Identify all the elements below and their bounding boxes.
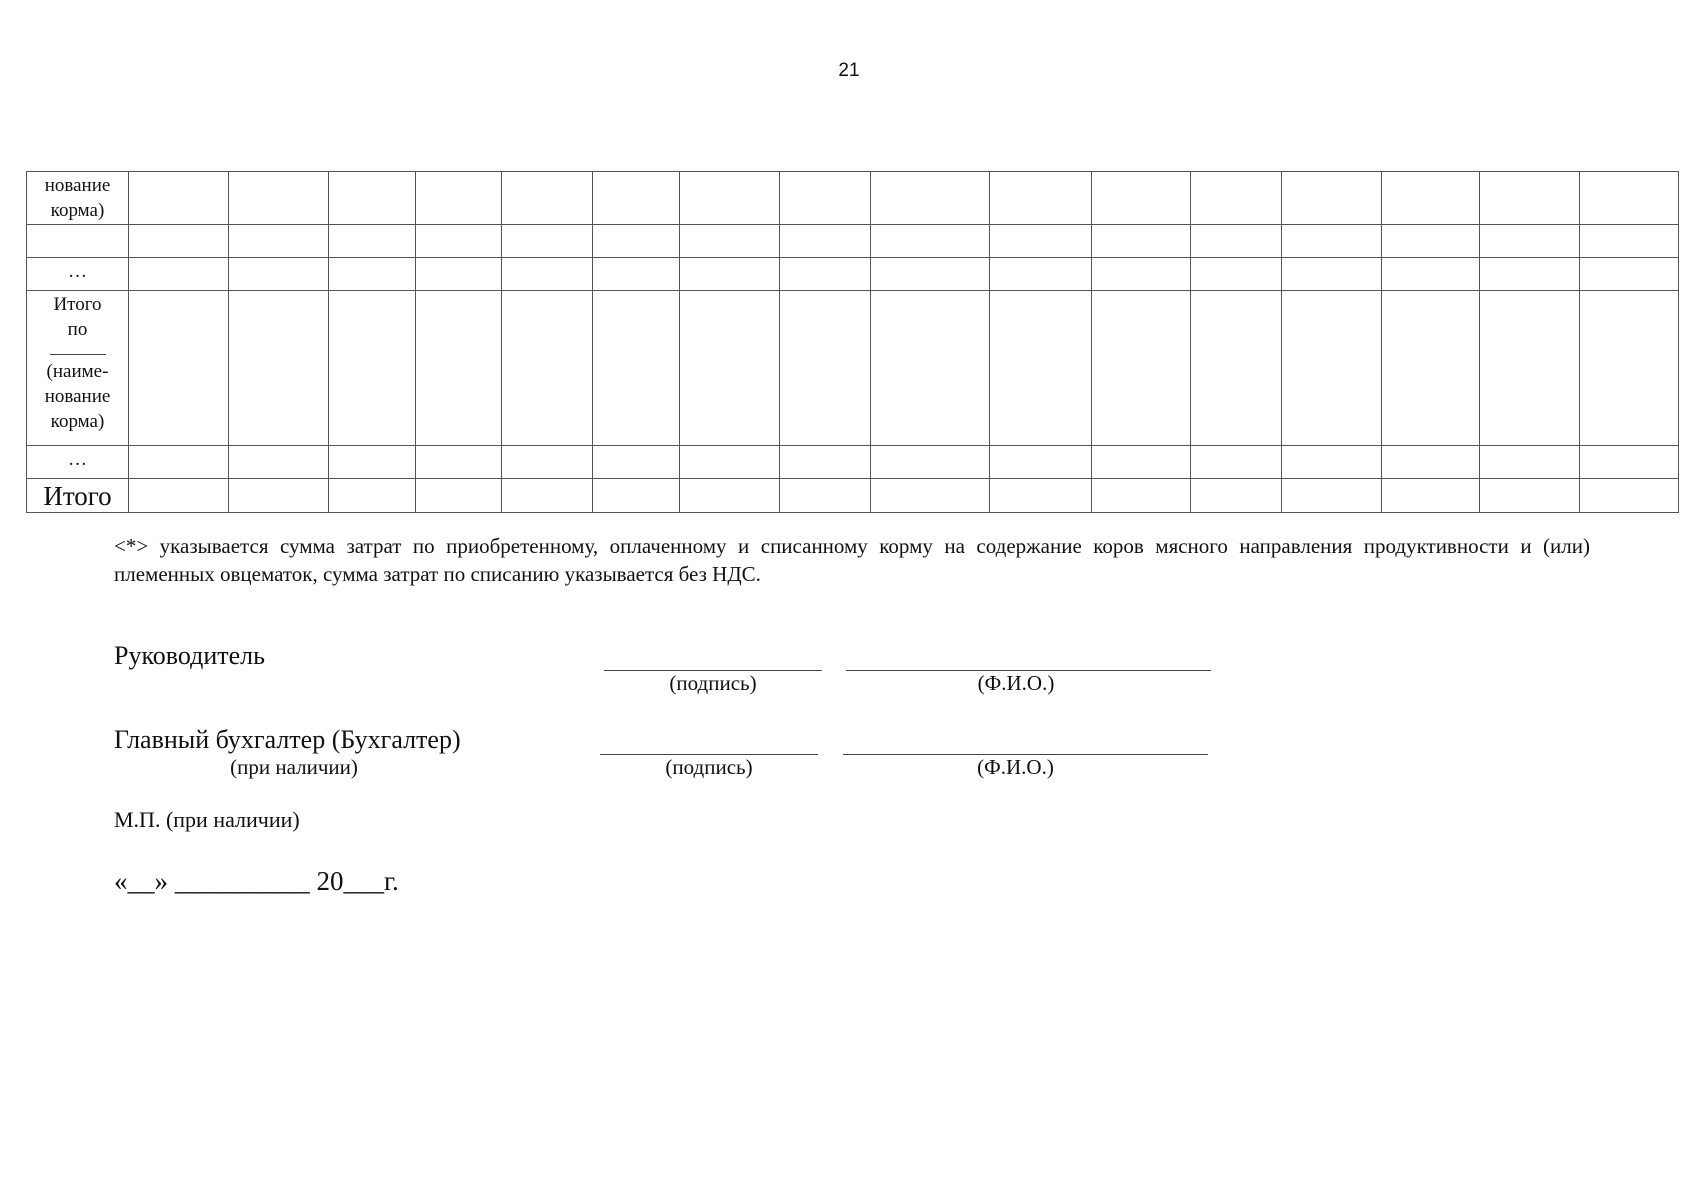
table-cell[interactable] xyxy=(1191,291,1282,446)
table-row xyxy=(27,258,1679,291)
row-label-line: корма) xyxy=(50,200,105,221)
table-cell[interactable] xyxy=(229,291,329,446)
table-cell[interactable] xyxy=(593,258,680,291)
table-cell[interactable] xyxy=(229,172,329,225)
table-cell[interactable] xyxy=(780,172,871,225)
table-cell[interactable] xyxy=(1191,479,1282,513)
table-cell[interactable] xyxy=(1282,291,1382,446)
table-cell[interactable] xyxy=(871,172,990,225)
table-cell[interactable] xyxy=(593,172,680,225)
table-cell[interactable] xyxy=(329,258,416,291)
row-label-cell xyxy=(27,479,129,513)
table-cell[interactable] xyxy=(1382,258,1480,291)
row-label-cell xyxy=(27,446,129,479)
table-cell[interactable] xyxy=(1480,479,1580,513)
footnote: <*> указывается сумма затрат по приобретенному, оплаченному и списанному корму на содержание коров мясного направления продуктивности и (или) племенных овцематок, сумма затрат по списанию указывается без НДС. xyxy=(114,534,1590,586)
table-cell[interactable] xyxy=(1092,225,1191,258)
row-label-line: по xyxy=(67,319,88,340)
table-cell[interactable] xyxy=(129,225,229,258)
table-cell[interactable] xyxy=(1282,479,1382,513)
table-cell[interactable] xyxy=(593,479,680,513)
table-cell[interactable] xyxy=(1092,446,1191,479)
table-cell[interactable] xyxy=(329,172,416,225)
table-cell[interactable] xyxy=(680,479,780,513)
table-cell[interactable] xyxy=(780,446,871,479)
table-cell[interactable] xyxy=(1191,258,1282,291)
table-row xyxy=(27,479,1679,513)
table-cell[interactable] xyxy=(502,225,593,258)
table-cell[interactable] xyxy=(990,172,1092,225)
table-cell[interactable] xyxy=(593,225,680,258)
table-row xyxy=(27,172,1679,225)
table-cell[interactable] xyxy=(1480,291,1580,446)
table-cell[interactable] xyxy=(1282,172,1382,225)
row-label-cell xyxy=(27,225,129,258)
table-cell[interactable] xyxy=(329,479,416,513)
table-cell[interactable] xyxy=(680,446,780,479)
table-cell[interactable] xyxy=(502,172,593,225)
table-cell[interactable] xyxy=(416,258,502,291)
table-row xyxy=(27,291,1679,446)
table-cell[interactable] xyxy=(229,446,329,479)
table-cell[interactable] xyxy=(680,225,780,258)
head-signature-caption: (подпись) xyxy=(669,671,757,695)
table-cell[interactable] xyxy=(1092,172,1191,225)
table-cell[interactable] xyxy=(871,291,990,446)
table-cell[interactable] xyxy=(1282,258,1382,291)
table-cell[interactable] xyxy=(1092,479,1191,513)
table-row xyxy=(27,225,1679,258)
table-cell[interactable] xyxy=(416,446,502,479)
table-cell[interactable] xyxy=(1282,446,1382,479)
table-cell[interactable] xyxy=(229,479,329,513)
table-cell[interactable] xyxy=(1382,172,1480,225)
table-cell[interactable] xyxy=(1382,446,1480,479)
date-line: «__» __________ 20___г. xyxy=(114,866,399,896)
table-cell[interactable] xyxy=(990,258,1092,291)
table-cell[interactable] xyxy=(416,291,502,446)
accountant-subtitle: (при наличии) xyxy=(230,755,358,779)
row-label-line: нование xyxy=(44,386,111,407)
table-cell[interactable] xyxy=(329,291,416,446)
table-cell[interactable] xyxy=(329,225,416,258)
table-cell[interactable] xyxy=(1480,446,1580,479)
table-cell[interactable] xyxy=(680,258,780,291)
table-cell[interactable] xyxy=(1580,446,1679,479)
table-cell[interactable] xyxy=(416,225,502,258)
table-cell[interactable] xyxy=(1092,258,1191,291)
accountant-signature-caption: (подпись) xyxy=(665,755,753,779)
table-cell[interactable] xyxy=(1480,172,1580,225)
row-label-cell xyxy=(27,291,129,446)
row-label-line: … xyxy=(68,449,87,470)
table-cell[interactable] xyxy=(1382,225,1480,258)
table-cell[interactable] xyxy=(1480,225,1580,258)
table-cell[interactable] xyxy=(129,258,229,291)
table-cell[interactable] xyxy=(1191,446,1282,479)
row-label-line: нование xyxy=(44,175,111,196)
table-cell[interactable] xyxy=(1382,291,1480,446)
table-cell[interactable] xyxy=(129,446,229,479)
table-row xyxy=(27,446,1679,479)
head-name-caption: (Ф.И.О.) xyxy=(977,671,1055,695)
page-number: 21 xyxy=(838,60,860,81)
blank-fill-line xyxy=(50,354,106,355)
accountant-title: Главный бухгалтер (Бухгалтер) xyxy=(114,725,461,754)
table-cell[interactable] xyxy=(680,291,780,446)
table-cell[interactable] xyxy=(502,479,593,513)
table-cell[interactable] xyxy=(871,258,990,291)
head-title: Руководитель xyxy=(114,641,265,670)
table-cell[interactable] xyxy=(593,446,680,479)
table-cell[interactable] xyxy=(990,446,1092,479)
table-cell[interactable] xyxy=(990,291,1092,446)
table-cell[interactable] xyxy=(416,172,502,225)
table-cell[interactable] xyxy=(1191,225,1282,258)
table-cell[interactable] xyxy=(502,291,593,446)
table-cell[interactable] xyxy=(129,479,229,513)
table-cell[interactable] xyxy=(871,479,990,513)
table-cell[interactable] xyxy=(502,446,593,479)
table-cell[interactable] xyxy=(680,172,780,225)
table-cell[interactable] xyxy=(990,479,1092,513)
table-cell[interactable] xyxy=(129,172,229,225)
table-cell[interactable] xyxy=(129,291,229,446)
table-cell[interactable] xyxy=(780,479,871,513)
table-cell[interactable] xyxy=(329,446,416,479)
table-cell[interactable] xyxy=(871,446,990,479)
table-cell[interactable] xyxy=(1092,291,1191,446)
accountant-name-caption: (Ф.И.О.) xyxy=(977,755,1054,779)
stamp-label: М.П. (при наличии) xyxy=(114,807,300,832)
row-label-cell xyxy=(27,258,129,291)
table-cell[interactable] xyxy=(1382,479,1480,513)
table-cell[interactable] xyxy=(990,225,1092,258)
table-cell[interactable] xyxy=(416,479,502,513)
table-cell[interactable] xyxy=(1580,258,1679,291)
table-cell[interactable] xyxy=(1191,172,1282,225)
table-cell[interactable] xyxy=(229,225,329,258)
table-cell[interactable] xyxy=(780,225,871,258)
table-cell[interactable] xyxy=(871,225,990,258)
table-cell[interactable] xyxy=(780,291,871,446)
row-label-line: Итого xyxy=(43,481,112,511)
table-cell[interactable] xyxy=(1580,291,1679,446)
data-table xyxy=(26,171,1679,513)
table-cell[interactable] xyxy=(502,258,593,291)
row-label-line: (наиме- xyxy=(46,361,109,382)
table-cell[interactable] xyxy=(1580,479,1679,513)
row-label-cell xyxy=(27,172,129,225)
table-cell[interactable] xyxy=(229,258,329,291)
table-cell[interactable] xyxy=(593,291,680,446)
table-cell[interactable] xyxy=(1480,258,1580,291)
table-cell[interactable] xyxy=(1580,172,1679,225)
row-label-line: Итого xyxy=(53,294,102,315)
row-label-line: … xyxy=(68,261,87,282)
table-cell[interactable] xyxy=(1282,225,1382,258)
table-cell[interactable] xyxy=(1580,225,1679,258)
row-label-line: корма) xyxy=(50,411,105,432)
table-cell[interactable] xyxy=(780,258,871,291)
